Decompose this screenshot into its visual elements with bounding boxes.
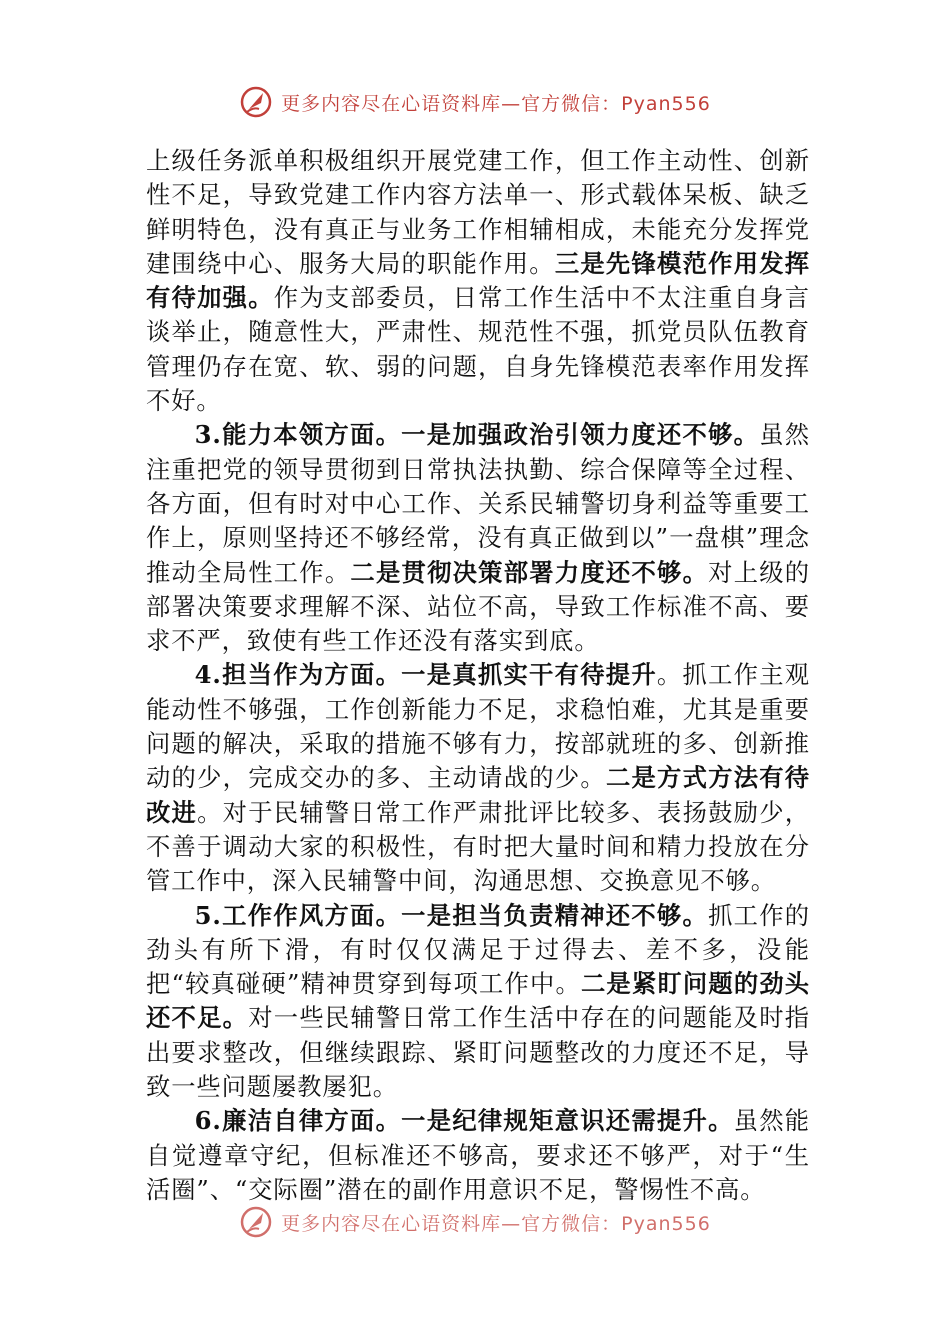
- bold-heading-run: 4.担当作为方面。一是真抓实干有待提升: [194, 660, 657, 690]
- text-run: 虽然能自觉遵章守纪，但标准还不够高，要求还不够严，对于“生活圈”、“交际圈”潜在的副作用意识不足，警惕性不高。: [146, 1106, 810, 1204]
- watermark-text: 更多内容尽在心语资料库—官方微信：Pyan556: [281, 92, 711, 115]
- text-run: 上级任务派单积极组织开展党建工作，但工作主动性、创新性不足，导致党建工作内容方法单一、形式载体呆板、缺乏鲜明特色，没有真正与业务工作相辅相成，未能充分发挥党建围绕中心、服务大局的职能作用。: [146, 146, 810, 278]
- text-run: 。对于民辅警日常工作严肃批评比较多、表扬鼓励少，不善于调动大家的积极性，有时把大量时间和精力投放在分管工作中，深入民辅警中间，沟通思想、交换意见不够。: [146, 797, 810, 896]
- quill-seal-icon: [239, 85, 273, 119]
- bold-heading-run: 5.工作作风方面。一是担当负责精神还不够。: [194, 900, 709, 930]
- bold-heading-run: 二是紧盯问题的劲头还不足。: [146, 969, 810, 1033]
- watermark-footer: [0, 1202, 950, 1242]
- bold-heading-run: 3.能力本领方面。一是加强政治引领力度还不够。: [194, 420, 760, 450]
- bold-heading-run: 三是先锋模范作用发挥有待加强。: [146, 248, 810, 313]
- watermark-text: 更多内容尽在心语资料库—官方微信：Pyan556: [281, 1212, 711, 1235]
- text-run: 对一些民辅警日常工作生活中存在的问题能及时指出要求整改，但继续跟踪、紧盯问题整改的力度还不足，导致一些问题屡教屡犯。: [146, 1003, 810, 1102]
- paragraph: [146, 658, 810, 898]
- bold-heading-run: 6.廉洁自律方面。一是纪律规矩意识还需提升。: [194, 1106, 734, 1136]
- bold-heading-run: 二是贯彻决策部署力度还不够。: [350, 557, 709, 587]
- paragraph: [146, 144, 810, 418]
- text-run: 抓工作的劲头有所下滑，有时仅仅满足于过得去、差不多，没能把“较真碰硬”精神贯穿到每项工作中。: [146, 900, 811, 999]
- text-run: 作为支部委员，日常工作生活中不太注重自身言谈举止，随意性大，严肃性、规范性不强，抓党员队伍教育管理仍存在宽、软、弱的问题，自身先锋模范表率作用发挥不好。: [146, 283, 810, 416]
- paragraph: [146, 899, 810, 1105]
- quill-seal-icon: [239, 1205, 273, 1239]
- text-run: 对上级的部署决策要求理解不深、站位不高，导致工作标准不高、要求不严，致使有些工作还没有落实到底。: [146, 557, 810, 656]
- text-run: 虽然注重把党的领导贯彻到日常执法执勤、综合保障等全过程、各方面，但有时对中心工作、关系民辅警切身利益等重要工作上，原则坚持还不够经常，没有真正做到以”一盘棋”理念推动全局性工作。: [146, 420, 810, 587]
- text-run: 。抓工作主观能动性不够强，工作创新能力不足，求稳怕难，尤其是重要问题的解决，采取的措施不够有力，按部就班的多、创新推动的少，完成交办的多、主动请战的少。: [146, 660, 810, 793]
- paragraph: [146, 1104, 810, 1207]
- bold-heading-run: 二是方式方法有待改进: [146, 763, 810, 827]
- paragraph: [146, 418, 810, 658]
- document-body: [146, 144, 810, 1207]
- watermark-header: [0, 82, 950, 122]
